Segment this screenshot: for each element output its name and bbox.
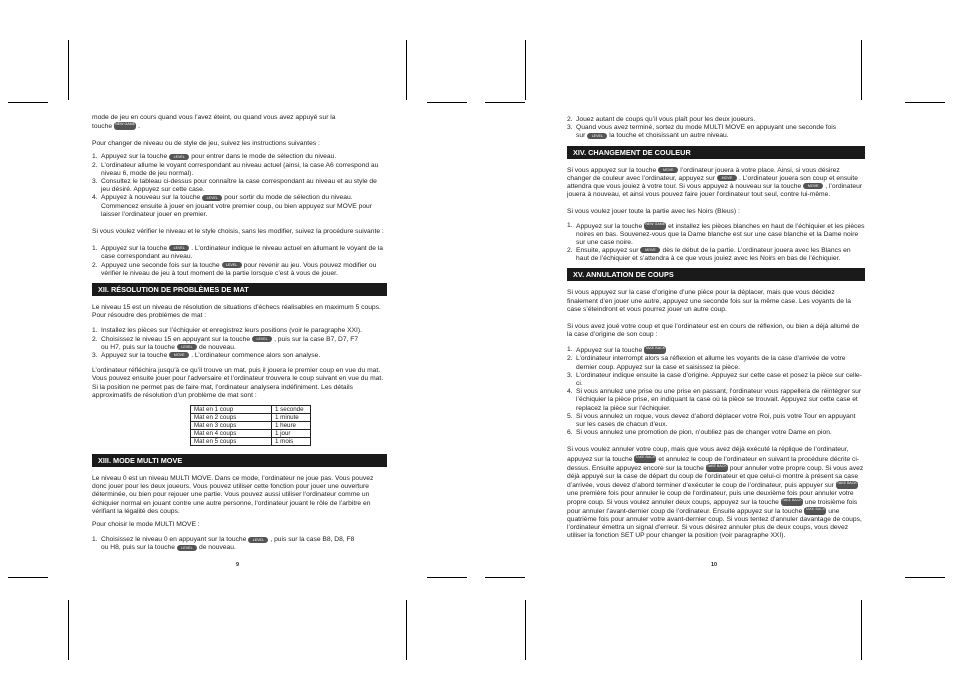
ordered-list bbox=[92, 327, 387, 360]
crop-mark bbox=[485, 577, 525, 578]
paragraph: Si vous appuyez sur la case d’origine d’une pièce pour la déplacer, mais que vous décidez finalement d’en jouer une autre, appuyez une seconde fois sur la même case. Les voyants de la case s’éteindront et vous pourrez jouer un autre coup. bbox=[567, 289, 852, 313]
list-item: 4. Appuyez à nouveau sur la touche LEVEL pour sortir du mode de sélection du niveau. Commencez ensuite à jouer en jouant votre premier coup, ou bien appuyez sur MOVE pour laisser l’ordinateur jouer en premier. bbox=[92, 194, 372, 218]
list-item: 3. L’ordinateur indique ensuite la case d’origine. Appuyez sur cette case et posez la pièce sur celle-ci. bbox=[567, 371, 862, 387]
take-back-key-icon: TAKE BACK bbox=[804, 507, 826, 515]
crop-mark bbox=[861, 600, 862, 660]
table-row: Mat en 1 coup 1 seconde bbox=[191, 406, 311, 414]
paragraph: Pour changer de niveau ou de style de jeu, suivez les instructions suivantes : bbox=[92, 140, 320, 148]
right-page bbox=[567, 116, 865, 545]
level-key-icon: LEVEL bbox=[202, 195, 222, 201]
ordered-list bbox=[92, 536, 387, 552]
list-item: 1. Choisissez le niveau 0 en appuyant sur la touche LEVEL , puis sur la case B8, D8, F8 ou H8, puis sur la touche LEVEL de nouveau. bbox=[92, 536, 355, 552]
section-header: XV. ANNULATION DE COUPS bbox=[567, 268, 865, 281]
crop-mark bbox=[525, 600, 526, 660]
page-number: 10 bbox=[711, 562, 717, 568]
move-key-icon: MOVE bbox=[717, 175, 737, 181]
paragraph: Si vous avez joué votre coup et que l’ordinateur est en cours de réflexion, ou bien a déjà allumé de la case d’origine de son coup : bbox=[567, 323, 860, 339]
paragraph: Le niveau 0 est un niveau MULTI MOVE. Dans ce mode, l’ordinateur ne joue pas. Vous pouvez donc jouer pour les deux joueurs. Vous pouvez utiliser cette fonction pour jouer une ouverture déterminée, ou bien pour rejouer une partie. Vous pouvez aussi utiliser l’ordinateur comme un échiquier normal en jouant contre une autre personne, l’ordinateur jouant le rôle de l’arbitre en vérifiant la légalité des coups. bbox=[92, 475, 374, 515]
ordered-list bbox=[567, 222, 865, 264]
level-key-icon: LEVEL bbox=[222, 262, 242, 268]
paragraph: Si vous voulez annuler votre coup, mais que vous avez déjà exécuté la réplique de l’ordinateur, appuyez sur la touche TAKE BACK et annulez le coup de l’ordinateur en suivant la procédure décrite ci-dessus. Ensuite appuyez encore sur la touche TAKE BACK pour annuler votre propre coup. Si vous avez déjà appuyé sur la case de départ du coup de l’ordinateur et que celui-ci montre à présent sa case d’arrivée, vous devez d’abord terminer d’exécuter le coup de l’ordinateur, puis appuyer sur TAKE BACKune première fois pour annuler le coup de l’ordinateur, puis une deuxième fois pour annuler votre propre coup. Si vous voulez annuler deux coups, appuyez sur la touche TAKE BACK une troisième fois pour annuler l’avant-dernier coup de l’ordinateur. Ensuite appuyez sur la touche TAKE BACK une quatrième fois pour annuler votre avant-dernier coup. Si vous tentez d’annuler davantage de coups, l’ordinateur émettra un signal d’erreur. Si vous désirez annuler plus de deux coups, vous devez utiliser la fonction SET UP pour changer la position (voir paragraphe XXI). bbox=[567, 446, 864, 540]
list-item: 1. Appuyez sur la touche TAKE BACK bbox=[567, 346, 666, 355]
take-back-key-icon: TAKE BACK bbox=[781, 498, 803, 506]
list-item: 1. Installez les pièces sur l’échiquier et enregistrez leurs positions (voir le paragraphe XXI). bbox=[92, 327, 362, 335]
crop-mark bbox=[8, 577, 48, 578]
new-game-key-icon: NEW GAME bbox=[644, 222, 666, 230]
new-game-key-icon: NEW GAME bbox=[114, 122, 136, 130]
crop-mark bbox=[406, 600, 407, 660]
level-key-icon: LEVEL bbox=[177, 344, 197, 350]
move-key-icon: MOVE bbox=[640, 247, 660, 253]
paragraph: Si vous appuyez sur la touche MOVE l’ordinateur jouera à votre place. Ainsi, si vous désirez changer de couleur avec l’ordinateur, appuyez sur MOVE . L’ordinateur jouera son coup et ensuite attendra que vous jouiez à votre tour. Si vous appuyez à nouveau sur la touche MOVE , l’ordinateur jouera à nouveau, et ainsi vous pouvez faire jouer l’ordinateur tout seul, contre lui-même. bbox=[567, 166, 863, 199]
list-item: 2. L’ordinateur interrompt alors sa réflexion et allume les voyants de la case d’arrivée de votre dernier coup. Appuyez sur la case et saisissez la pièce. bbox=[567, 355, 846, 371]
paragraph: Si vous voulez jouer toute la partie avec les Noirs (Bleus) : bbox=[567, 208, 740, 216]
list-item: 1. Appuyez sur la touche LEVEL . L’ordinateur indique le niveau actuel en allumant le voyant de la case correspondant au niveau. bbox=[92, 245, 384, 261]
crop-mark bbox=[68, 40, 69, 100]
list-item: 3. Consultez le tableau ci-dessus pour connaître la case correspondant au niveau et au style de jeu désiré. Appuyez sur cette case. bbox=[92, 177, 377, 194]
table-row: Mat en 5 coups 1 mois bbox=[191, 438, 311, 446]
crop-mark bbox=[68, 600, 69, 660]
paragraph: Si vous voulez vérifier le niveau et le style choisis, sans les modifier, suivez la procédure suivante : bbox=[92, 228, 384, 235]
level-key-icon: LEVEL bbox=[252, 336, 272, 342]
crop-mark bbox=[485, 102, 525, 103]
list-item: 3. Quand vous avez terminé, sortez du mode MULTI MOVE en appuyant une seconde fois sur LEVEL la touche et choisissant un autre niveau. bbox=[567, 124, 837, 140]
move-key-icon: MOVE bbox=[658, 167, 678, 173]
crop-mark bbox=[861, 40, 862, 100]
level-key-icon: LEVEL bbox=[248, 537, 268, 543]
ordered-list bbox=[567, 116, 865, 141]
left-page bbox=[92, 114, 387, 558]
section-header: XIII. MODE MULTI MOVE bbox=[92, 454, 387, 467]
page-number: 9 bbox=[236, 562, 239, 568]
ordered-list bbox=[567, 346, 865, 437]
move-key-icon: MOVE bbox=[803, 183, 823, 189]
paragraph: mode de jeu en cours quand vous l’avez éteint, ou quand vous avez appuyé sur la touche NEW GAME . bbox=[92, 114, 336, 130]
list-item: 2. Appuyez une seconde fois sur la touche LEVEL pour revenir au jeu. Vous pouvez modifier ou vérifier le niveau de jeu à tout moment de la partie lorsque c’est à vous de jouer. bbox=[92, 261, 377, 277]
list-item: 2. L’ordinateur allume le voyant correspondant au niveau actuel (ainsi, la case A6 correspond au niveau 6, mode de jeu normal). bbox=[92, 161, 379, 177]
table-row: Mat en 4 coups 1 jour bbox=[191, 430, 311, 438]
take-back-key-icon: TAKE BACK bbox=[836, 481, 858, 489]
list-item: 2. Choisissez le niveau 15 en appuyant sur la touche LEVEL , puis sur la case B7, D7, F7 ou H7, puis sur la touche LEVEL de nouveau. bbox=[92, 335, 359, 351]
take-back-key-icon: TAKE BACK bbox=[634, 455, 656, 463]
ordered-list bbox=[92, 245, 387, 278]
crop-mark bbox=[8, 102, 48, 103]
list-item: 2. Jouez autant de coups qu’il vous plaît pour les deux joueurs. bbox=[567, 116, 756, 123]
level-key-icon: LEVEL bbox=[169, 154, 189, 160]
table-row: Mat en 3 coups 1 heure bbox=[191, 422, 311, 430]
paragraph: Le niveau 15 est un niveau de résolution de situations d’échecs réalisables en maximum 5 coups. Pour résoudre des problèmes de mat : bbox=[92, 304, 381, 320]
list-item: 1. Appuyez sur la touche NEW GAME et installez les pièces blanches en haut de l’échiquier et les pièces noires en bas. Souvenez-vous que la Dame blanche est sur une case blanche et la Dame noire sur une case noire. bbox=[567, 221, 865, 246]
list-item: 6. Si vous annulez une promotion de pion, n’oubliez pas de changer votre Dame en pion. bbox=[567, 429, 832, 437]
crop-mark bbox=[427, 102, 467, 103]
crop-mark bbox=[905, 102, 945, 103]
crop-mark bbox=[525, 40, 526, 100]
move-key-icon: MOVE bbox=[169, 352, 189, 358]
table-row: Mat en 2 coups 1 minute bbox=[191, 414, 311, 422]
list-item: 1. Appuyez sur la touche LEVEL pour entrer dans le mode de sélection du niveau. bbox=[92, 153, 337, 161]
crop-mark bbox=[427, 577, 467, 578]
take-back-key-icon: TAKE BACK bbox=[644, 346, 666, 354]
level-key-icon: LEVEL bbox=[177, 545, 197, 551]
paragraph: Pour choisir le mode MULTI MOVE : bbox=[92, 521, 200, 529]
crop-mark bbox=[406, 40, 407, 100]
section-header: XIV. CHANGEMENT DE COULEUR bbox=[567, 146, 865, 159]
section-header: XII. RÉSOLUTION DE PROBLÈMES DE MAT bbox=[92, 283, 387, 296]
level-key-icon: LEVEL bbox=[587, 133, 607, 139]
list-item: 3. Appuyez sur la touche MOVE . L’ordinateur commence alors son analyse. bbox=[92, 352, 321, 360]
level-key-icon: LEVEL bbox=[169, 245, 189, 251]
take-back-key-icon: TAKE BACK bbox=[706, 464, 728, 472]
list-item: 5. Si vous annulez un roque, vous devez d’abord déplacer votre Roi, puis votre Tour en appuyant sur les cases de chacun d’eux. bbox=[567, 412, 856, 429]
list-item: 4. Si vous annulez une prise ou une prise en passant, l’ordinateur vous rappellera de réintégrer sur l’échiquier la pièce prise, en indiquant la case où la pièce se trouvait. Appuyez sur cette case et replacez la pièce sur l’échiquier. bbox=[567, 388, 862, 412]
list-item: 2. Ensuite, appuyez sur MOVE dès le début de la partie. L’ordinateur jouera avec les Blancs en haut de l’échiquier et s’attendra à ce que vous jouiez avec les Noirs en bas de l’échiquier. bbox=[567, 247, 851, 263]
paragraph: L’ordinateur réfléchira jusqu’à ce qu’il trouve un mat, puis il jouera le premier coup en vue du mat. Vous pouvez ensuite jouer pour l’adversaire et l’ordinateur trouvera le coup suivant en vue du mat. Si la position ne permet pas de faire mat, l’ordinateur analysera indéfiniment. Les détails approximatifs de résolution d’un problème de mat sont : bbox=[92, 367, 384, 399]
mate-time-table bbox=[190, 405, 311, 446]
crop-mark bbox=[905, 577, 945, 578]
ordered-list bbox=[92, 153, 387, 219]
